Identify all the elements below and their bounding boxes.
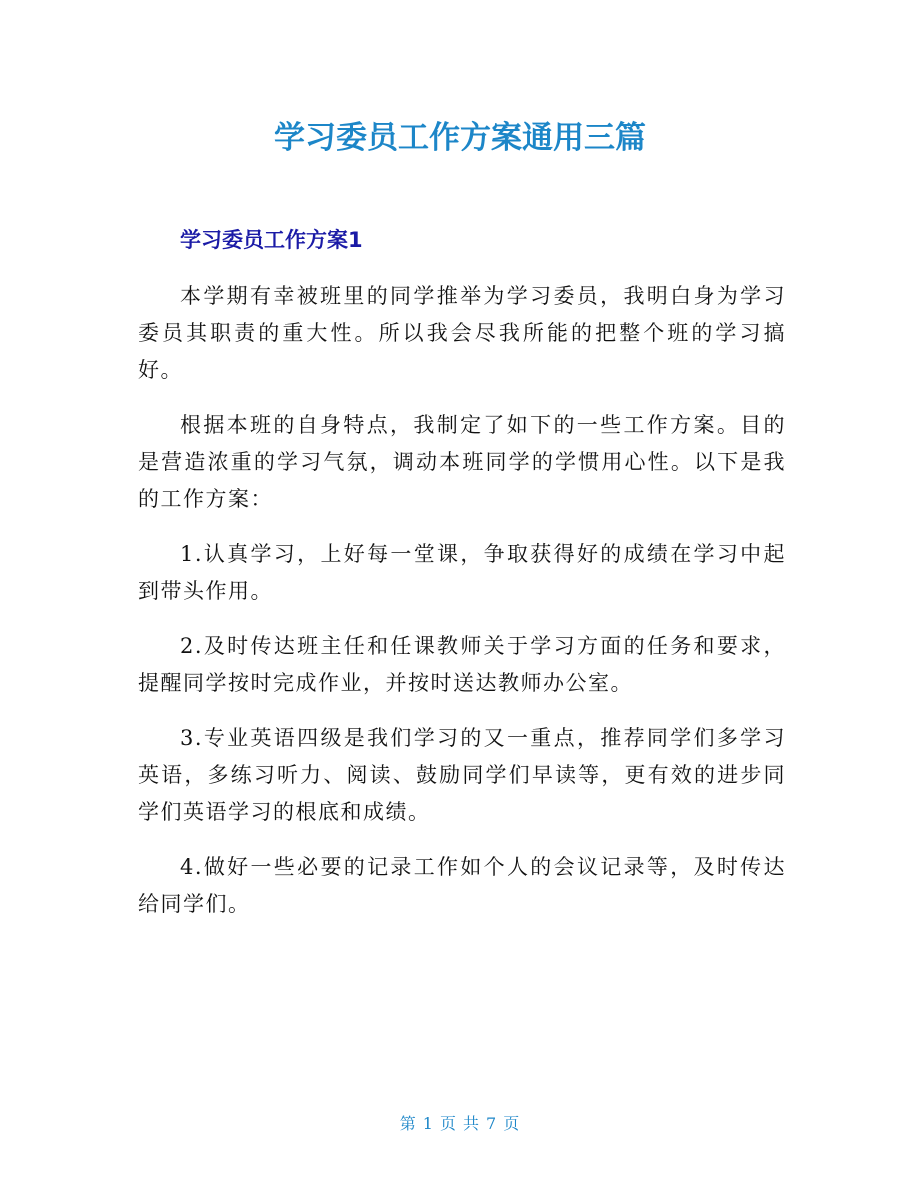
paragraph-item-3: 3.专业英语四级是我们学习的又一重点，推荐同学们多学习英语，多练习听力、阅读、鼓励同学们早读等，更有效的进步同学们英语学习的根底和成绩。	[138, 726, 786, 824]
footer-total-pages: 7	[486, 1114, 498, 1133]
footer-prefix: 第	[399, 1114, 417, 1133]
footer-page-unit: 页	[439, 1114, 457, 1133]
section-heading: 学习委员工作方案1	[180, 228, 363, 252]
document-body	[138, 278, 786, 941]
paragraph-plan-overview: 根据本班的自身特点，我制定了如下的一些工作方案。目的是营造浓重的学习气氛，调动本班同学的学惯用心性。以下是我的工作方案：	[138, 413, 786, 511]
footer-total-unit: 页	[503, 1114, 521, 1133]
document-title: 学习委员工作方案通用三篇	[274, 120, 646, 156]
page-footer	[0, 1112, 920, 1136]
paragraph-item-4: 4.做好一些必要的记录工作如个人的会议记录等，及时传达给同学们。	[138, 855, 786, 916]
paragraph-intro: 本学期有幸被班里的同学推举为学习委员，我明白身为学习委员其职责的重大性。所以我会尽我所能的把整个班的学习搞好。	[138, 284, 786, 382]
paragraph-item-2: 2.及时传达班主任和任课教师关于学习方面的任务和要求，提醒同学按时完成作业，并按时送达教师办公室。	[138, 634, 786, 695]
footer-total-prefix: 共	[463, 1114, 481, 1133]
paragraph-item-1: 1.认真学习，上好每一堂课，争取获得好的成绩在学习中起到带头作用。	[138, 542, 786, 603]
footer-current-page: 1	[422, 1114, 434, 1133]
